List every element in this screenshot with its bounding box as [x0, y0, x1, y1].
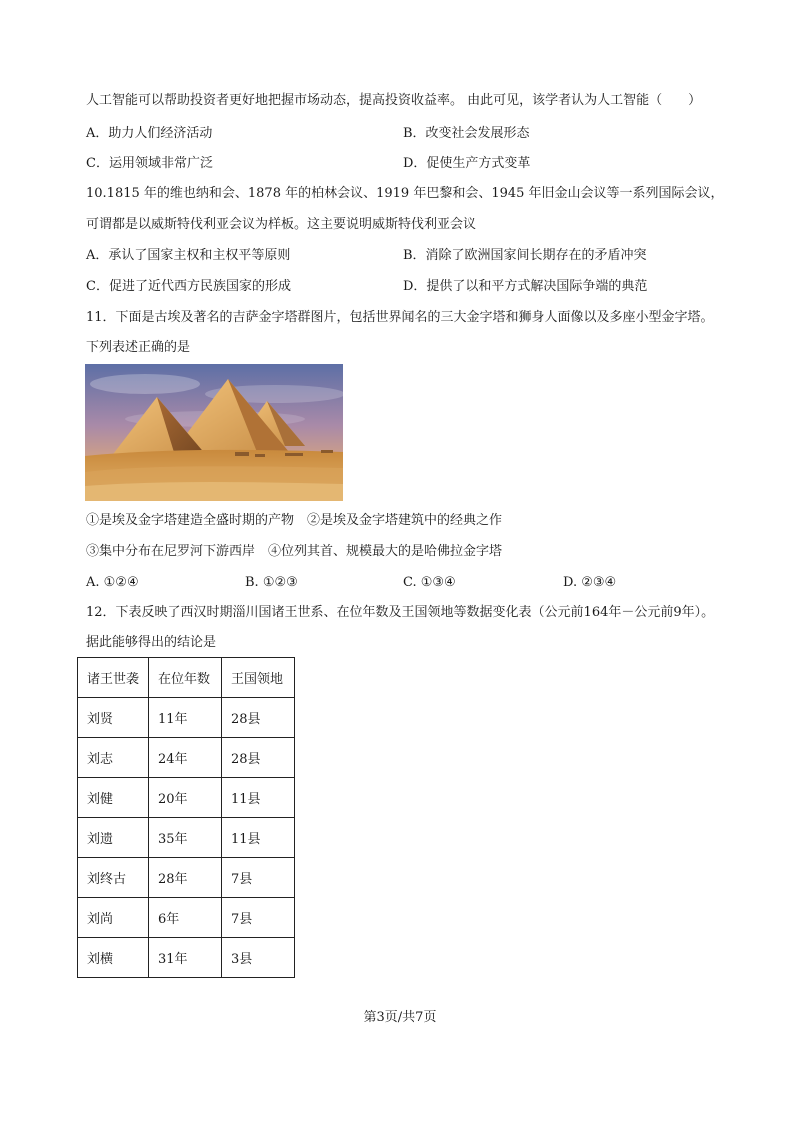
table-cell: 31年: [149, 938, 222, 978]
table-row: [78, 938, 295, 978]
table-header-cell: 在位年数: [149, 658, 222, 698]
table-cell: 刘遗: [78, 818, 149, 858]
q9-option-a: A．助力人们经济活动: [86, 126, 213, 141]
table-row: [78, 738, 295, 778]
table-cell: 28县: [222, 698, 295, 738]
table-cell: 刘尚: [78, 898, 149, 938]
table-cell: 刘健: [78, 778, 149, 818]
q9-option-c: C．运用领域非常广泛: [86, 156, 213, 171]
q11-text-line2: 下列表述正确的是: [86, 340, 191, 355]
table-header-cell: 王国领地: [222, 658, 295, 698]
table-cell: 28年: [149, 858, 222, 898]
q10-text-line2: 可谓都是以威斯特伐利亚会议为样板。这主要说明威斯特伐利亚会议: [86, 217, 477, 232]
table-cell: 刘终古: [78, 858, 149, 898]
kings-table: [77, 657, 295, 978]
q9-option-b: B．改变社会发展形态: [403, 126, 530, 141]
q10-option-a: A．承认了国家主权和主权平等原则: [86, 248, 291, 263]
table-header-cell: 诸王世袭: [78, 658, 149, 698]
table-cell: 11县: [222, 818, 295, 858]
page-footer: 第3页/共7页: [363, 1010, 437, 1025]
table-row: [78, 818, 295, 858]
table-cell: 20年: [149, 778, 222, 818]
q9-option-d: D．促使生产方式变革: [403, 156, 531, 171]
pyramids-photo: [85, 364, 343, 501]
q10-option-b: B．消除了欧洲国家间长期存在的矛盾冲突: [403, 248, 647, 263]
table-row: [78, 858, 295, 898]
table-row: [78, 898, 295, 938]
table-cell: 刘横: [78, 938, 149, 978]
q11-statement-3-4: ③集中分布在尼罗河下游西岸 ④位列其首、规模最大的是哈佛拉金字塔: [86, 544, 503, 559]
table-cell: 6年: [149, 898, 222, 938]
table-cell: 11县: [222, 778, 295, 818]
table-cell: 7县: [222, 898, 295, 938]
q9-text: 人工智能可以帮助投资者更好地把握市场动态，提高投资收益率。 由此可见，该学者认为人工智能（ ）: [86, 93, 702, 108]
table-row: [78, 778, 295, 818]
q10-option-d: D．提供了以和平方式解决国际争端的典范: [403, 279, 648, 294]
q11-statement-1-2: ①是埃及金字塔建造全盛时期的产物 ②是埃及金字塔建筑中的经典之作: [86, 513, 503, 528]
q10-text-line1: 10.1815 年的维也纳和会、1878 年的柏林会议、1919 年巴黎和会、1945 年旧金山会议等一系列国际会议，: [86, 186, 724, 201]
q11-option-d: D. ②③④: [563, 575, 617, 590]
q12-text-line2: 据此能够得出的结论是: [86, 635, 217, 650]
table-cell: 刘贤: [78, 698, 149, 738]
q11-text-line1: 11．下面是古埃及著名的吉萨金字塔群图片，包括世界闻名的三大金字塔和狮身人面像以及多座小型金字塔。: [86, 310, 714, 325]
table-cell: 7县: [222, 858, 295, 898]
table-cell: 刘志: [78, 738, 149, 778]
table-row: [78, 698, 295, 738]
q12-text-line1: 12．下表反映了西汉时期淄川国诸王世系、在位年数及王国领地等数据变化表（公元前164年－公元前9年）。: [86, 605, 715, 620]
q11-option-a: A. ①②④: [86, 575, 139, 590]
q11-option-c: C. ①③④: [403, 575, 456, 590]
table-cell: 3县: [222, 938, 295, 978]
table-cell: 11年: [149, 698, 222, 738]
table-cell: 28县: [222, 738, 295, 778]
table-cell: 24年: [149, 738, 222, 778]
q11-option-b: B. ①②③: [245, 575, 298, 590]
table-cell: 35年: [149, 818, 222, 858]
table-header-row: [78, 658, 295, 698]
q10-option-c: C．促进了近代西方民族国家的形成: [86, 279, 291, 294]
